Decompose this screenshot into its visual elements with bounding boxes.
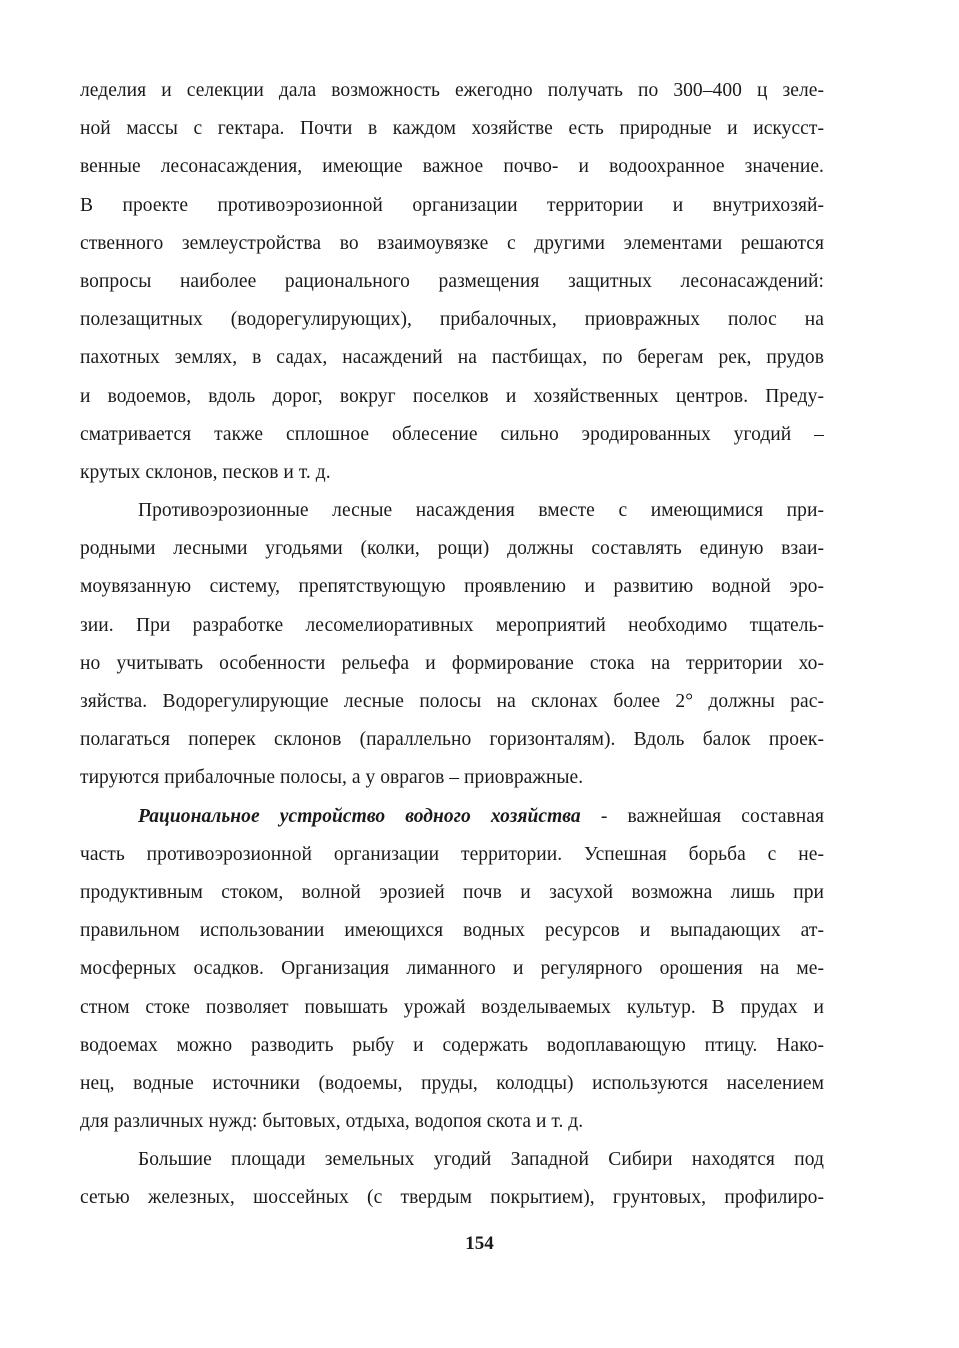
text-line: сматривается также сплошное облесение сильно эродированных угодий – xyxy=(80,423,824,445)
text-line: моувязанную систему, препятствующую проявлению и развитию водной эро- xyxy=(80,576,824,598)
text-line: зии. При разработке лесомелиоративных мероприятий необходимо тщатель- xyxy=(80,614,824,636)
text-line: водоемах можно разводить рыбу и содержать водоплавающую птицу. Нако- xyxy=(80,1034,824,1056)
text-line: венные лесонасаждения, имеющие важное почво- и водоохранное значение. xyxy=(80,156,824,178)
text-line: полезащитных (водорегулирующих), прибалочных, приовражных полос на xyxy=(80,309,824,331)
text-line: В проекте противоэрозионной организации территории и внутрихозяй- xyxy=(80,194,824,216)
text-line: ственного землеустройства во взаимоувязке с другими элементами решаются xyxy=(80,232,824,254)
text-line: родными лесными угодьями (колки, рощи) должны составлять единую взаи- xyxy=(80,538,824,560)
text-fragment: - важнейшая составная xyxy=(580,805,824,827)
text-line: ной массы с гектара. Почти в каждом хозяйстве есть природные и искусст- xyxy=(80,118,824,140)
text-line: для различных нужд: бытовых, отдыха, водопоя скота и т. д. xyxy=(80,1111,584,1133)
page-number: 154 xyxy=(465,1233,494,1254)
text-line: крутых склонов, песков и т. д. xyxy=(80,461,331,483)
text-line: нец, водные источники (водоемы, пруды, колодцы) используются населением xyxy=(80,1072,824,1094)
emphasis-term: Рациональное устройство водного хозяйства xyxy=(138,805,581,827)
text-line: сетью железных, шоссейных (с твердым покрытием), грунтовых, профилиро- xyxy=(80,1187,824,1209)
paragraph-3 xyxy=(80,798,824,1142)
paragraph-2 xyxy=(80,492,824,798)
text-line: Большие площади земельных угодий Западной Сибири находятся под xyxy=(138,1149,824,1171)
text-line: зяйства. Водорегулирующие лесные полосы на склонах более 2° должны рас- xyxy=(80,691,824,712)
text-line: и водоемов, вдоль дорог, вокруг поселков и хозяйственных центров. Преду- xyxy=(80,385,824,407)
text-line: Противоэрозионные лесные насаждения вместе с имеющимися при- xyxy=(138,500,824,522)
text-line: правильном использовании имеющихся водных ресурсов и выпадающих ат- xyxy=(80,920,824,942)
text-line: часть противоэрозионной организации территории. Успешная борьба с не- xyxy=(80,843,824,865)
text-line: пахотных землях, в садах, насаждений на пастбищах, по берегам рек, прудов xyxy=(80,347,824,369)
text-line: но учитывать особенности рельефа и формирование стока на территории хо- xyxy=(80,652,824,674)
text-line: полагаться поперек склонов (параллельно горизонталям). Вдоль балок проек- xyxy=(80,729,824,751)
text-line: мосферных осадков. Организация лиманного и регулярного орошения на ме- xyxy=(80,958,824,980)
text-line: вопросы наиболее рационального размещения защитных лесонасаждений: xyxy=(80,270,824,292)
text-line: продуктивным стоком, волной эрозией почв и засухой возможна лишь при xyxy=(80,881,824,903)
text-line: леделия и селекции дала возможность ежегодно получать по 300–400 ц зеле- xyxy=(80,80,824,101)
text-line xyxy=(80,798,824,836)
text-line: стном стоке позволяет повышать урожай возделываемых культур. В прудах и xyxy=(80,996,824,1018)
text-line: тируются прибалочные полосы, а у оврагов – приовражные. xyxy=(80,767,584,789)
page-body xyxy=(80,72,824,1218)
paragraph-4 xyxy=(80,1141,824,1217)
paragraph-1 xyxy=(80,72,824,492)
